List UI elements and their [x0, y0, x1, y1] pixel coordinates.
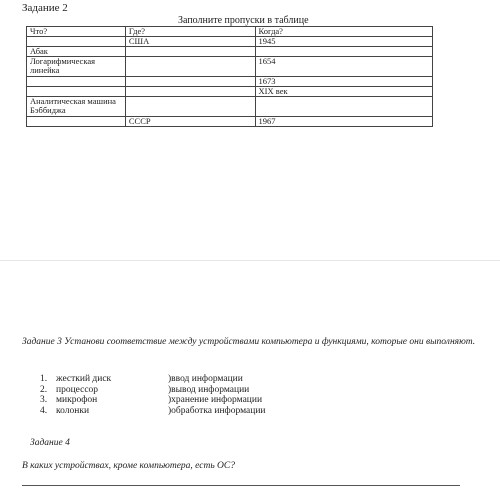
header-when: Когда?	[255, 27, 432, 37]
header-where: Где?	[125, 27, 255, 37]
task3-instruction: Задание 3 Установи соответствие между устройствами компьютера и функциями, которые они выполняют.	[22, 337, 476, 347]
cell-where[interactable]	[125, 47, 255, 57]
cell-when[interactable]: 1673	[255, 77, 432, 87]
task2-title: Задание 2	[22, 2, 68, 14]
task4-title: Задание 4	[30, 438, 70, 448]
cell-what[interactable]: Логарифмическая линейка	[27, 57, 126, 77]
table-row	[27, 47, 433, 57]
header-what: Что?	[27, 27, 126, 37]
device-label: микрофон	[56, 395, 98, 405]
list-item	[40, 395, 111, 406]
device-label: процессор	[56, 384, 99, 395]
fill-in-table	[26, 26, 433, 127]
cell-where[interactable]	[125, 87, 255, 97]
device-label: жесткий диск	[56, 374, 112, 384]
cell-what[interactable]	[27, 37, 126, 47]
function-list	[168, 374, 265, 416]
table-row	[27, 87, 433, 97]
function-item: )обработка информации	[168, 405, 266, 416]
table-row	[27, 97, 433, 117]
cell-when[interactable]: 1945	[255, 37, 432, 47]
function-item: )вывод информации	[168, 384, 250, 395]
task4-question: В каких устройствах, кроме компьютера, есть ОС?	[22, 461, 235, 471]
table-row	[27, 117, 433, 127]
function-item: )хранение информации	[168, 395, 263, 405]
section-divider	[0, 260, 500, 261]
table-row	[27, 57, 433, 77]
cell-when[interactable]	[255, 97, 432, 117]
function-item: )ввод информации	[168, 374, 243, 384]
list-item	[40, 374, 111, 385]
cell-when[interactable]: 1967	[255, 117, 432, 127]
cell-what[interactable]: Абак	[27, 47, 126, 57]
cell-where[interactable]	[125, 77, 255, 87]
cell-where[interactable]	[125, 97, 255, 117]
table-caption: Заполните пропуски в таблице	[178, 15, 309, 26]
cell-what[interactable]	[27, 77, 126, 87]
device-label: колонки	[56, 405, 90, 416]
cell-when[interactable]: XIX век	[255, 87, 432, 97]
cell-where[interactable]: США	[125, 37, 255, 47]
cell-when[interactable]: 1654	[255, 57, 432, 77]
table-row	[27, 77, 433, 87]
device-list	[40, 374, 111, 416]
list-item	[40, 406, 111, 417]
cell-what[interactable]	[27, 117, 126, 127]
answer-line[interactable]	[22, 485, 460, 486]
item-number: 4.	[40, 405, 48, 416]
item-number: 1.	[40, 374, 48, 384]
item-number: 3.	[40, 395, 48, 405]
cell-where[interactable]	[125, 57, 255, 77]
table-row	[27, 37, 433, 47]
cell-when[interactable]	[255, 47, 432, 57]
list-item	[40, 385, 111, 396]
cell-what[interactable]: Аналитическая машина Бэббиджа	[27, 97, 126, 117]
cell-where[interactable]: СССР	[125, 117, 255, 127]
item-number: 2.	[40, 384, 48, 395]
cell-what[interactable]	[27, 87, 126, 97]
table-header-row	[27, 27, 433, 37]
